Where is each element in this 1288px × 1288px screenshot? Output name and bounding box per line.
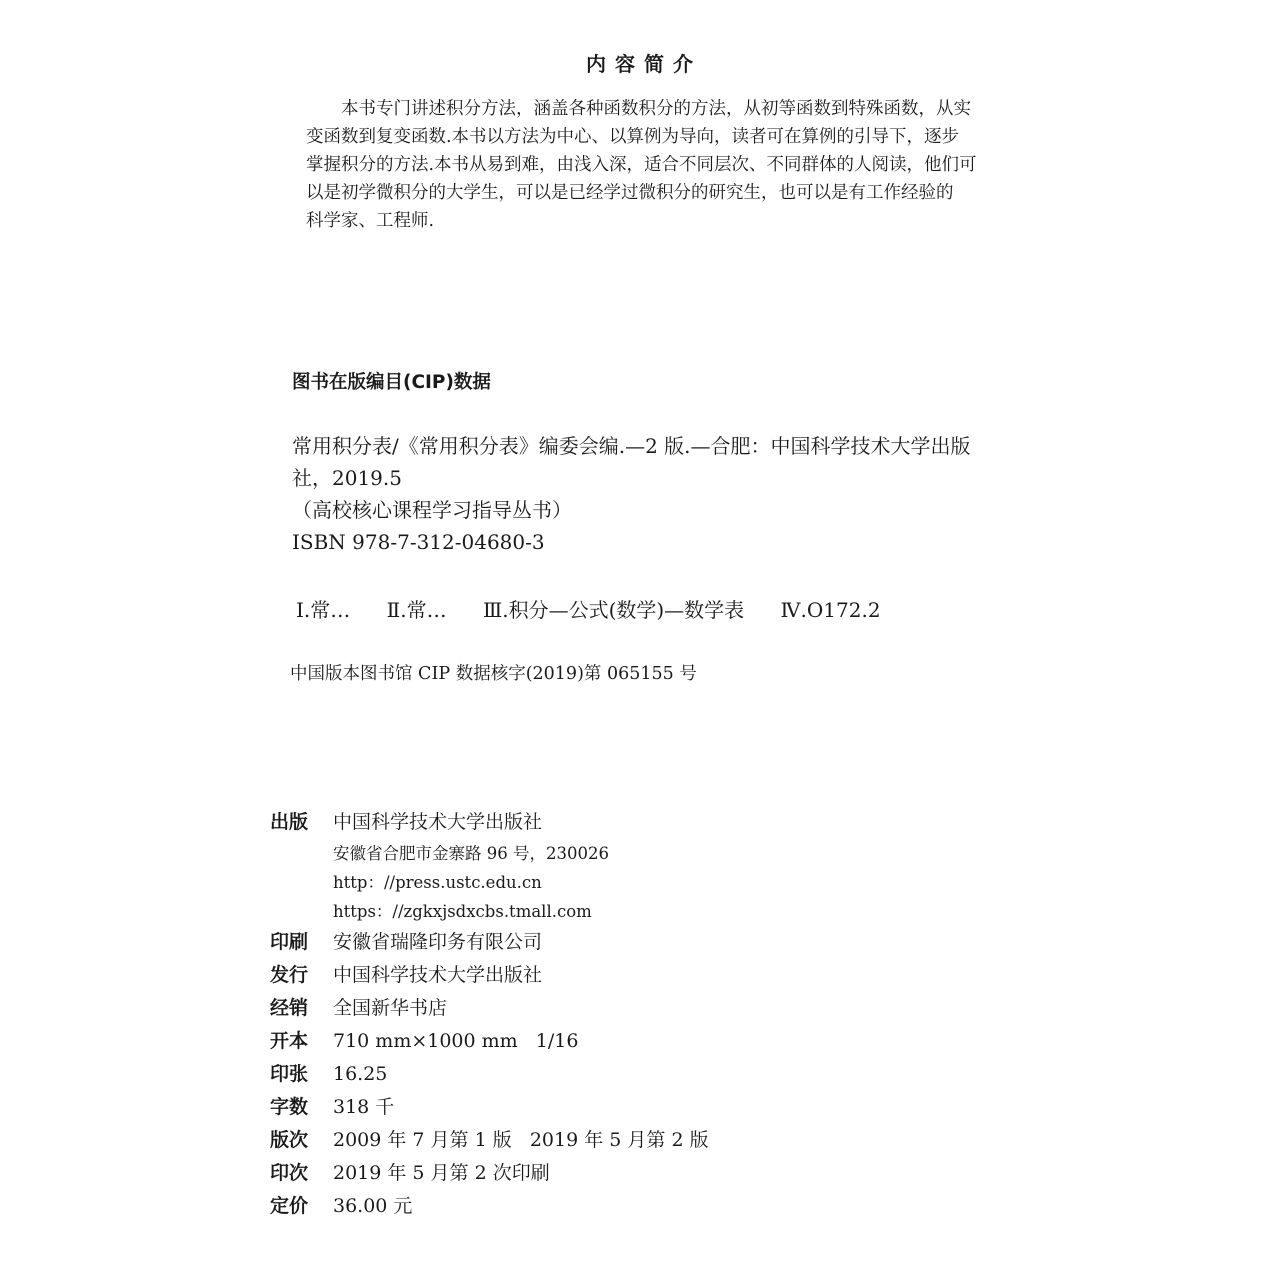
cip-heading: 图书在版编目(CIP)数据 [292,372,491,393]
summary-line: 以是初学微积分的大学生，可以是已经学过微积分的研究生，也可以是有工作经验的 [306,183,954,203]
pub-row [270,926,709,959]
pub-label: 定价 [270,1195,309,1217]
cip-class-item: Ⅰ.常… [296,598,351,622]
pub-row-address [270,839,709,868]
pub-label: 印次 [270,1162,309,1184]
cip-class-item: Ⅳ.O172.2 [780,598,881,622]
pub-row [270,959,709,992]
pub-row [270,992,709,1025]
pub-label: 字数 [270,1096,309,1118]
pub-row-publisher [270,806,709,839]
pub-row-url [270,868,709,897]
pub-row [270,1058,709,1091]
pub-value: 安徽省瑞隆印务有限公司 [333,931,543,953]
pub-value: 710 mm×1000 mm 1/16 [333,1030,579,1052]
pub-value: 中国科学技术大学出版社 [333,964,543,986]
pub-value: 中国科学技术大学出版社 [333,811,543,833]
pub-row [270,1025,709,1058]
pub-value: 318 千 [333,1096,395,1118]
pub-row [270,1190,709,1223]
cip-line: 社，2019.5 [292,466,402,490]
cip-line: ISBN 978-7-312-04680-3 [292,530,545,554]
summary-line: 科学家、工程师. [306,211,435,231]
cip-line: 常用积分表/《常用积分表》编委会编.—2 版.—合肥：中国科学技术大学出版 [292,434,971,458]
pub-row [270,1124,709,1157]
pub-label: 发行 [270,964,309,986]
cip-line: （高校核心课程学习指导丛书） [292,498,572,522]
summary-body [306,95,1006,235]
summary-title: 内容简介 [586,52,702,76]
cip-note: 中国版本图书馆 CIP 数据核字(2019)第 065155 号 [290,664,697,684]
pub-row [270,1157,709,1190]
summary-line: 变函数到复变函数.本书以方法为中心、以算例为导向，读者可在算例的引导下，逐步 [306,127,960,147]
pub-label: 出版 [270,811,309,833]
pub-value: 2019 年 5 月第 2 次印刷 [333,1162,550,1184]
pub-label: 印张 [270,1063,309,1085]
pub-label: 版次 [270,1129,309,1151]
pub-value: 16.25 [333,1063,388,1085]
pub-label: 经销 [270,997,309,1019]
pub-value: 全国新华书店 [333,997,448,1019]
pub-row [270,1091,709,1124]
summary-line: 本书专门讲述积分方法，涵盖各种函数积分的方法，从初等函数到特殊函数，从实 [341,99,971,119]
pub-label: 开本 [270,1030,309,1052]
summary-line: 掌握积分的方法.本书从易到难，由浅入深，适合不同层次、不同群体的人阅读，他们可 [306,155,977,175]
publication-info [270,806,709,1223]
cip-class-item: Ⅲ.积分—公式(数学)—数学表 [482,598,745,622]
cip-record [292,430,1052,558]
pub-row-url [270,897,709,926]
publisher-address: 安徽省合肥市金寨路 96 号，230026 [333,844,609,863]
cip-classification [296,594,911,623]
pub-value: 36.00 元 [333,1195,413,1217]
pub-label: 印刷 [270,931,309,953]
publisher-url: http：//press.ustc.edu.cn [333,873,542,892]
pub-value: 2009 年 7 月第 1 版 2019 年 5 月第 2 版 [333,1129,709,1151]
cip-class-item: Ⅱ.常… [386,598,447,622]
publisher-url: https：//zgkxjsdxcbs.tmall.com [333,902,592,921]
